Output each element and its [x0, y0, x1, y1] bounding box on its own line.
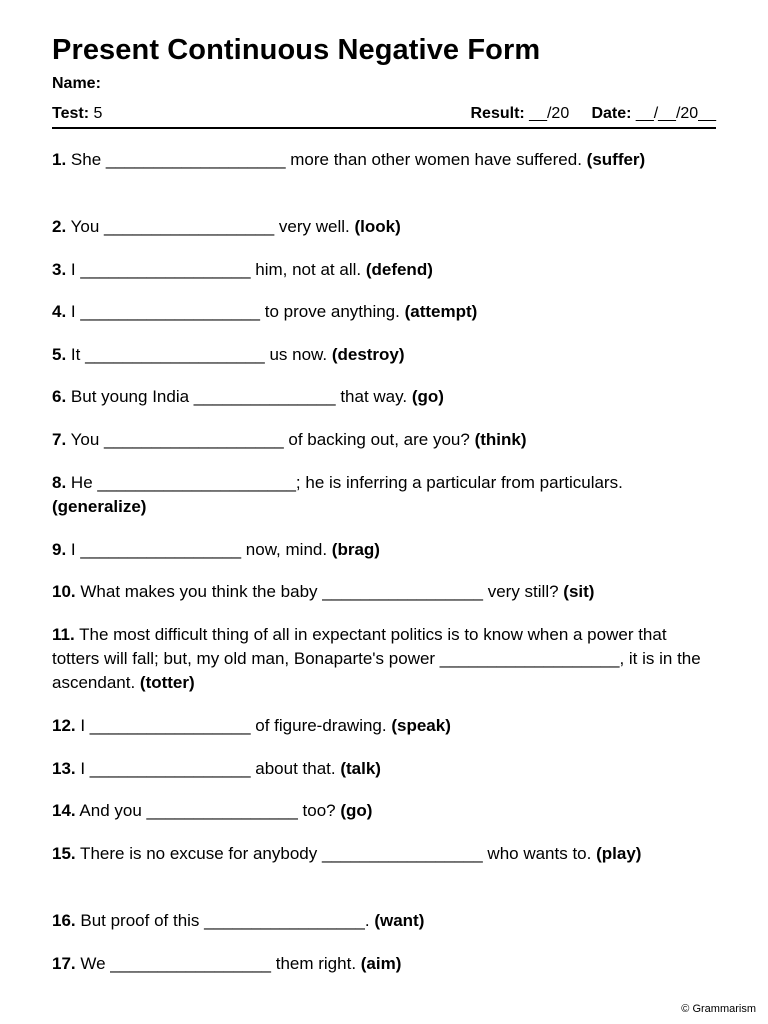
- question-number: 17.: [52, 954, 76, 973]
- result-value: __/20: [524, 105, 570, 122]
- question-verb: (speak): [391, 716, 451, 735]
- worksheet-header: [52, 32, 716, 124]
- question-2: [52, 215, 718, 239]
- question-5: [52, 343, 718, 367]
- question-text: She ___________________ more than other women have suffered.: [66, 150, 587, 169]
- question-7: [52, 428, 718, 452]
- question-number: 1.: [52, 150, 67, 169]
- question-verb: (destroy): [331, 345, 405, 364]
- page-title: Present Continuous Negative Form: [52, 34, 541, 66]
- question-number: 3.: [52, 260, 67, 279]
- question-11: [52, 623, 718, 695]
- question-verb: (look): [354, 217, 401, 236]
- question-verb: (go): [340, 801, 373, 820]
- question-verb: (sit): [563, 582, 595, 601]
- question-text: It ___________________ us now.: [66, 345, 332, 364]
- question-verb: (play): [596, 844, 642, 863]
- question-verb: (attempt): [404, 302, 478, 321]
- question-verb: (go): [411, 387, 444, 406]
- copyright-footer: © Grammarism: [681, 1003, 756, 1015]
- question-number: 6.: [52, 387, 67, 406]
- question-verb: (aim): [360, 954, 402, 973]
- question-number: 7.: [52, 430, 67, 449]
- question-text: I __________________ him, not at all.: [66, 260, 366, 279]
- question-text: You ___________________ of backing out, are you?: [66, 430, 475, 449]
- question-verb: (brag): [331, 540, 380, 559]
- question-9: [52, 538, 718, 562]
- test-value: 5: [89, 105, 103, 122]
- name-label: Name:: [52, 75, 101, 92]
- question-14: [52, 799, 718, 823]
- question-number: 10.: [52, 582, 76, 601]
- question-text: I _________________ about that.: [75, 759, 341, 778]
- question-number: 4.: [52, 302, 67, 321]
- test-number: [52, 104, 102, 124]
- date-label: Date:: [591, 105, 632, 122]
- test-info-row: [52, 104, 716, 124]
- question-text: I _________________ of figure-drawing.: [75, 716, 392, 735]
- question-8: [52, 471, 718, 519]
- question-number: 16.: [52, 911, 76, 930]
- question-text: And you ________________ too?: [75, 801, 341, 820]
- question-6: [52, 385, 718, 409]
- question-verb: (totter): [139, 673, 195, 692]
- question-text: I ___________________ to prove anything.: [66, 302, 405, 321]
- question-number: 13.: [52, 759, 76, 778]
- question-text: What makes you think the baby _________________ very still?: [75, 582, 564, 601]
- question-number: 2.: [52, 217, 67, 236]
- question-15: [52, 842, 718, 866]
- question-number: 11.: [52, 625, 75, 644]
- question-4: [52, 300, 718, 324]
- question-text: You __________________ very well.: [66, 217, 355, 236]
- question-number: 14.: [52, 801, 76, 820]
- question-3: [52, 258, 718, 282]
- question-13: [52, 757, 718, 781]
- question-12: [52, 714, 718, 738]
- question-verb: (think): [474, 430, 527, 449]
- question-number: 12.: [52, 716, 76, 735]
- question-10: [52, 580, 718, 604]
- question-verb: (want): [374, 911, 425, 930]
- question-verb: (suffer): [586, 150, 646, 169]
- question-text: There is no excuse for anybody _________________ who wants to.: [75, 844, 597, 863]
- question-text: But young India _______________ that way.: [66, 387, 412, 406]
- question-number: 5.: [52, 345, 67, 364]
- question-text: The most difficult thing of all in expectant politics is to know when a power that totters will fall; but, my old man, Bonaparte's power ___________________, it is in the ascendant.: [52, 625, 701, 692]
- question-verb: (generalize): [52, 497, 147, 516]
- question-number: 8.: [52, 473, 67, 492]
- question-17: [52, 952, 718, 976]
- question-text: I _________________ now, mind.: [66, 540, 332, 559]
- result-label: Result:: [470, 105, 525, 122]
- result-date: [471, 104, 717, 124]
- question-verb: (talk): [340, 759, 381, 778]
- header-divider: [52, 127, 716, 129]
- question-text: He _____________________; he is inferring a particular from particulars.: [66, 473, 623, 492]
- question-text: We _________________ them right.: [75, 954, 361, 973]
- test-label: Test:: [52, 105, 90, 122]
- question-number: 9.: [52, 540, 67, 559]
- question-verb: (defend): [365, 260, 433, 279]
- question-text: But proof of this _________________.: [75, 911, 375, 930]
- question-16: [52, 909, 718, 933]
- question-1: [52, 148, 718, 172]
- question-number: 15.: [52, 844, 76, 863]
- date-value: __/__/20__: [631, 105, 716, 122]
